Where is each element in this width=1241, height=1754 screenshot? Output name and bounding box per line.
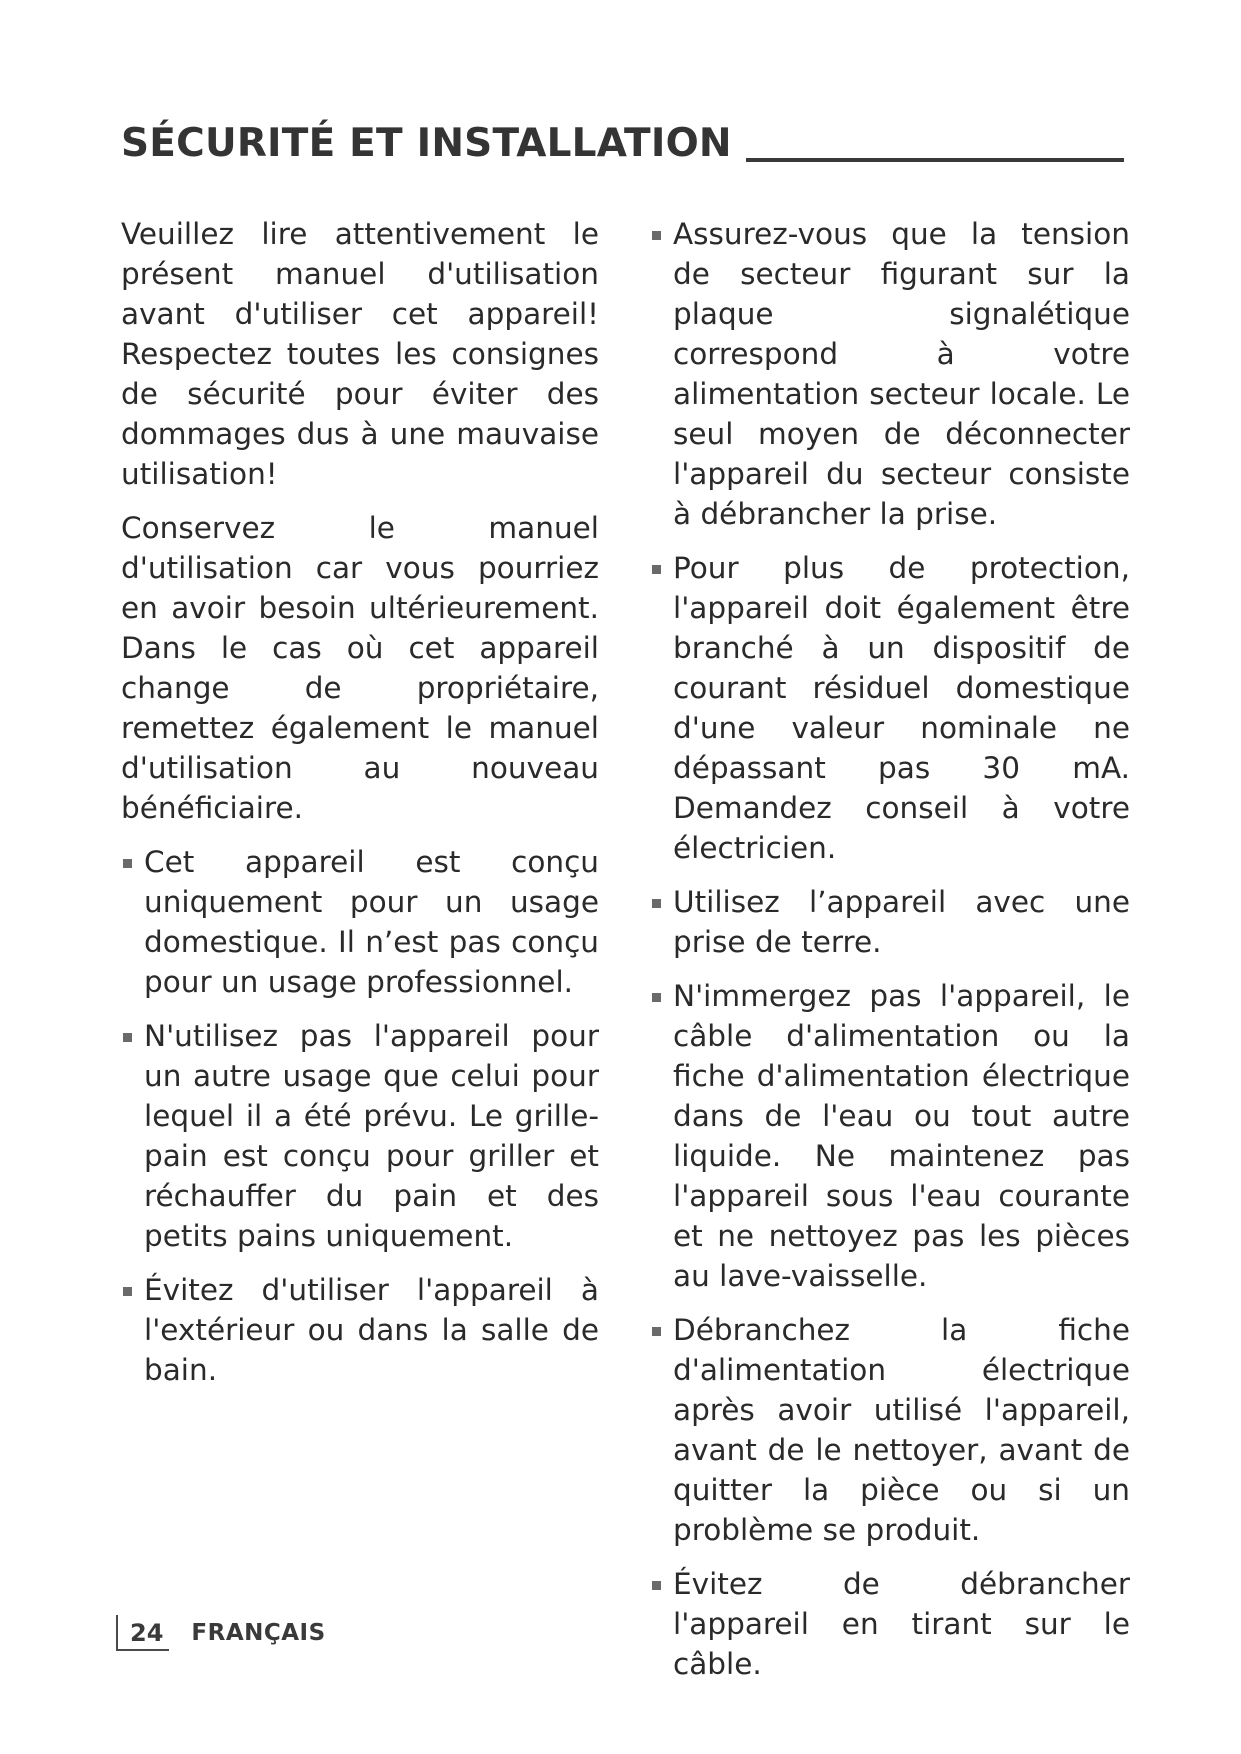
page-heading — [121, 112, 1121, 168]
left-column — [121, 214, 599, 1404]
list-item-text: N'utilisez pas l'appareil pour un autre usage que celui pour lequel il a été prévu. Le grille-pain est conçu pour griller et réchauffer du pain et des petits pains uniquement. — [144, 1019, 599, 1253]
right-column — [650, 214, 1130, 1698]
list-item — [650, 882, 1130, 962]
square-bullet-icon — [652, 899, 661, 908]
list-item — [650, 548, 1130, 868]
keep-manual-paragraph: Conservez le manuel d'utilisation car vous pourriez en avoir besoin ultérieurement. Dans le cas où cet appareil change de propriétaire, remettez également le manuel d'utilisation au nouveau bénéficiaire. — [121, 511, 599, 825]
list-item — [650, 1564, 1130, 1684]
list-item-text: Débranchez la fiche d'alimentation électrique après avoir utilisé l'appareil, avant de le nettoyer, avant de quitter la pièce ou si un problème se produit. — [673, 1313, 1130, 1547]
square-bullet-icon — [652, 1581, 661, 1590]
square-bullet-icon — [652, 231, 661, 240]
square-bullet-icon — [123, 1033, 132, 1042]
page-footer — [116, 1608, 326, 1658]
list-item — [650, 214, 1130, 534]
list-item-text: Cet appareil est conçu uniquement pour un usage domestique. Il n’est pas conçu pour un usage professionnel. — [144, 845, 599, 999]
list-item-text: Utilisez l’appareil avec une prise de terre. — [673, 885, 1130, 959]
page-title: SÉCURITÉ ET INSTALLATION — [121, 121, 732, 166]
list-item-text: Évitez de débrancher l'appareil en tirant sur le câble. — [673, 1567, 1130, 1681]
square-bullet-icon — [652, 1327, 661, 1336]
list-item — [121, 1016, 599, 1256]
list-item — [121, 842, 599, 1002]
title-underline-rule — [746, 158, 1124, 162]
footer-language-label: FRANÇAIS — [191, 1620, 326, 1646]
list-item-text: Évitez d'utiliser l'appareil à l'extérieur ou dans la salle de bain. — [144, 1273, 599, 1387]
square-bullet-icon — [652, 565, 661, 574]
square-bullet-icon — [652, 993, 661, 1002]
list-item-text: Pour plus de protection, l'appareil doit également être branché à un dispositif de courant résiduel domestique d'une valeur nominale ne dépassant pas 30 mA. Demandez conseil à votre électricien. — [673, 551, 1130, 865]
right-safety-list — [650, 214, 1130, 1684]
list-item — [650, 1310, 1130, 1550]
list-item-text: N'immergez pas l'appareil, le câble d'alimentation ou la fiche d'alimentation électrique dans de l'eau ou tout autre liquide. Ne maintenez pas l'appareil sous l'eau courante et ne nettoyez pas les pièces au lave-vaisselle. — [673, 979, 1130, 1293]
list-item — [121, 1270, 599, 1390]
list-item-text: Assurez-vous que la tension de secteur figurant sur la plaque signalétique correspond à votre alimentation secteur locale. Le seul moyen de déconnecter l'appareil du secteur consiste à débrancher la prise. — [673, 217, 1130, 531]
page-number-frame — [116, 1615, 169, 1651]
left-safety-list — [121, 842, 599, 1390]
square-bullet-icon — [123, 859, 132, 868]
list-item — [650, 976, 1130, 1296]
intro-paragraph: Veuillez lire attentivement le présent manuel d'utilisation avant d'utiliser cet appareil! Respectez toutes les consignes de sécurité pour éviter des dommages dus à une mauvaise utilisation! — [121, 217, 599, 491]
page-number: 24 — [130, 1619, 164, 1647]
square-bullet-icon — [123, 1287, 132, 1296]
